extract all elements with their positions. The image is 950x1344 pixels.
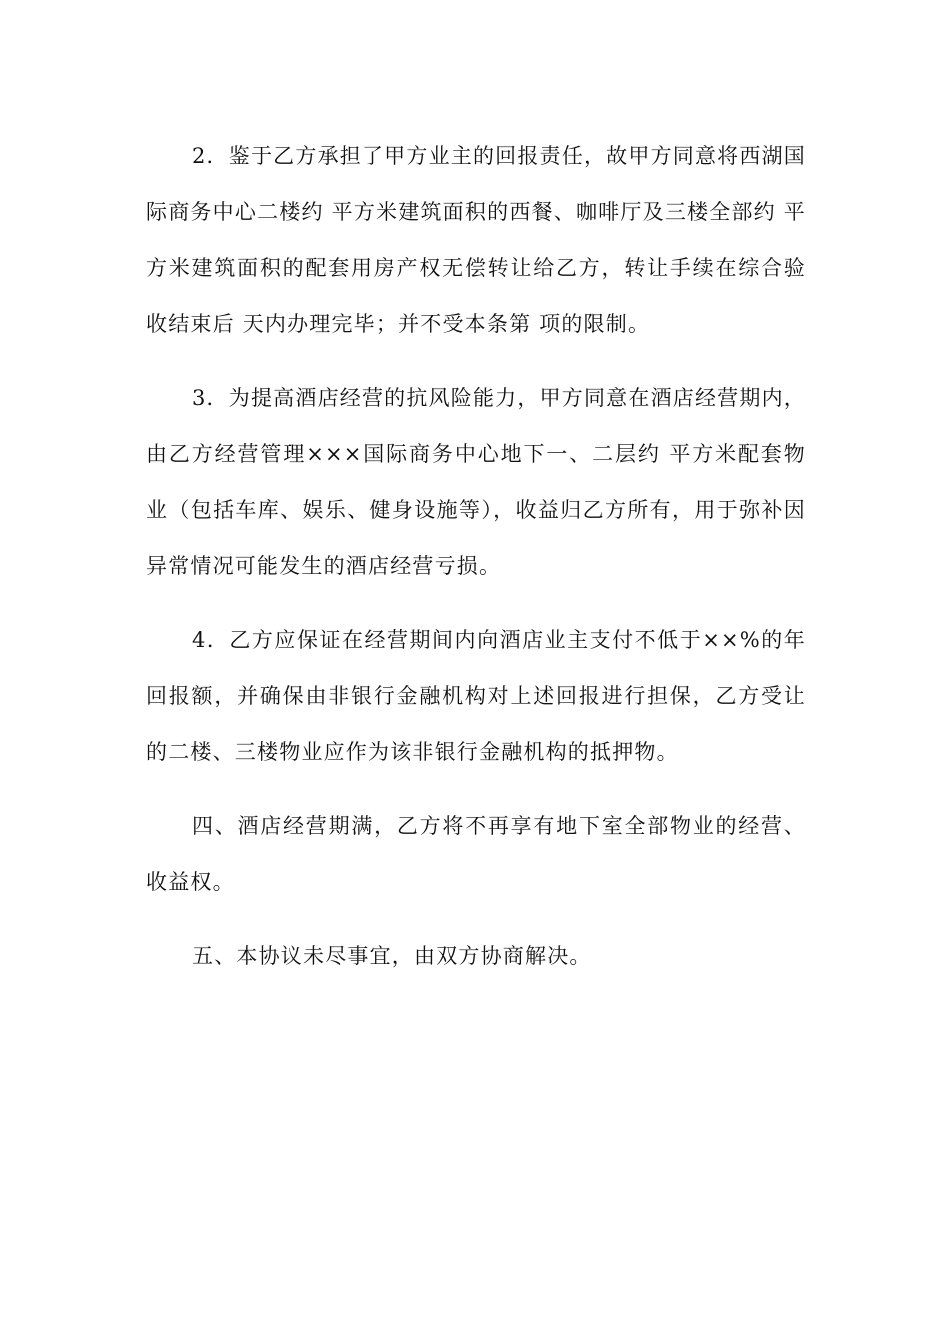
paragraph-clause-3: 3．为提高酒店经营的抗风险能力，甲方同意在酒店经营期内，由乙方经营管理×××国际商务中心地下一、二层约 平方米配套物业（包括车库、娱乐、健身设施等），收益归乙方所有，用于弥补因异常情况可能发生的酒店经营亏损。	[146, 386, 806, 578]
paragraph-section-five: 五、本协议未尽事宜，由双方协商解决。	[192, 944, 592, 968]
document-body	[146, 128, 806, 1002]
paragraph-clause-2: 2．鉴于乙方承担了甲方业主的回报责任，故甲方同意将西湖国际商务中心二楼约 平方米建筑面积的西餐、咖啡厅及三楼全部约 平方米建筑面积的配套用房产权无偿转让给乙方，转让手续在综合验收结束后 天内办理完毕；并不受本条第 项的限制。	[146, 144, 806, 336]
paragraph-section-four: 四、酒店经营期满，乙方将不再享有地下室全部物业的经营、收益权。	[146, 814, 806, 894]
paragraph-clause-4: 4．乙方应保证在经营期间内向酒店业主支付不低于××%的年回报额，并确保由非银行金融机构对上述回报进行担保，乙方受让的二楼、三楼物业应作为该非银行金融机构的抵押物。	[146, 628, 806, 764]
